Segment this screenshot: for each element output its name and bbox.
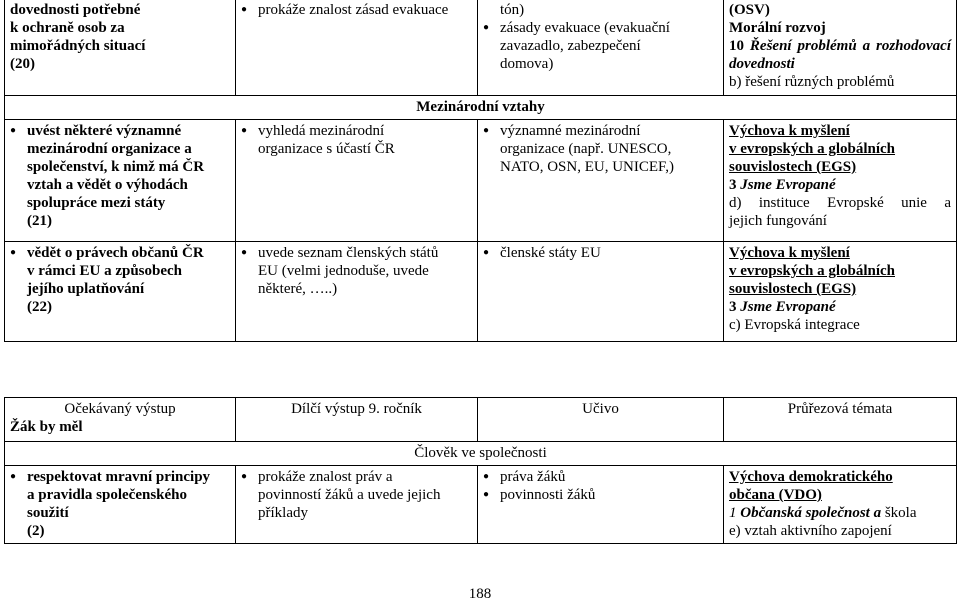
section-title-row bbox=[5, 96, 957, 120]
partial-output-cell: ● vyhledá mezinárodní organizace s účastí ČR bbox=[236, 120, 478, 242]
header-curriculum: Učivo bbox=[478, 398, 724, 442]
page-number: 188 bbox=[468, 586, 492, 602]
table-row bbox=[5, 466, 957, 544]
output-cell: ● uvést některé významné mezinárodní organizace a společenství, k nimž má ČR vztah a vědět o výhodách spolupráce mezi státy (21) bbox=[5, 120, 236, 242]
header-partial-output: Dílčí výstup 9. ročník bbox=[236, 398, 478, 442]
output-cell: dovednosti potřebné k ochraně osob za mimořádných situací (20) bbox=[5, 0, 236, 96]
header-expected-output: Očekávaný výstup Žák by měl bbox=[5, 398, 236, 442]
cross-topic-cell: (OSV) Morální rozvoj 10 Řešení problémů a rozhodovací dovednosti b) řešení různých problémů bbox=[724, 0, 957, 96]
partial-output-cell: ● uvede seznam členských států EU (velmi jednoduše, uvede některé, …..) bbox=[236, 242, 478, 342]
header-row bbox=[5, 398, 957, 442]
partial-output-cell: ● prokáže znalost práv a povinností žáků a uvede jejich příklady bbox=[236, 466, 478, 544]
cross-topic-cell: Výchova k myšlení v evropských a globálních souvislostech (EGS) 3 Jsme Evropané d) instituce Evropské unie a jejich fungování bbox=[724, 120, 957, 242]
cross-topic-cell: Výchova k myšlení v evropských a globálních souvislostech (EGS) 3 Jsme Evropané c) Evropská integrace bbox=[724, 242, 957, 342]
section-title: Mezinárodní vztahy bbox=[5, 96, 957, 120]
table-upper bbox=[4, 0, 957, 342]
table-row bbox=[5, 242, 957, 342]
section-title-row bbox=[5, 442, 957, 466]
table-row bbox=[5, 0, 957, 96]
curriculum-cell: ● členské státy EU bbox=[478, 242, 724, 342]
cross-topic-cell: Výchova demokratického občana (VDO) 1 Občanská společnost a škola e) vztah aktivního zapojení bbox=[724, 466, 957, 544]
partial-output-cell: ● prokáže znalost zásad evakuace bbox=[236, 0, 478, 96]
output-cell: ● respektovat mravní principy a pravidla společenského soužití (2) bbox=[5, 466, 236, 544]
curriculum-cell: tón) ● zásady evakuace (evakuační zavazadlo, zabezpečení domova) bbox=[478, 0, 724, 96]
curriculum-cell: ● významné mezinárodní organizace (např. UNESCO, NATO, OSN, EU, UNICEF,) bbox=[478, 120, 724, 242]
section-title: Člověk ve společnosti bbox=[5, 442, 957, 466]
table-row bbox=[5, 120, 957, 242]
curriculum-cell: ● práva žáků ● povinnosti žáků bbox=[478, 466, 724, 544]
output-cell: ● vědět o právech občanů ČR v rámci EU a způsobech jejího uplatňování (22) bbox=[5, 242, 236, 342]
table-lower bbox=[4, 397, 957, 544]
header-cross-topics: Průřezová témata bbox=[724, 398, 957, 442]
